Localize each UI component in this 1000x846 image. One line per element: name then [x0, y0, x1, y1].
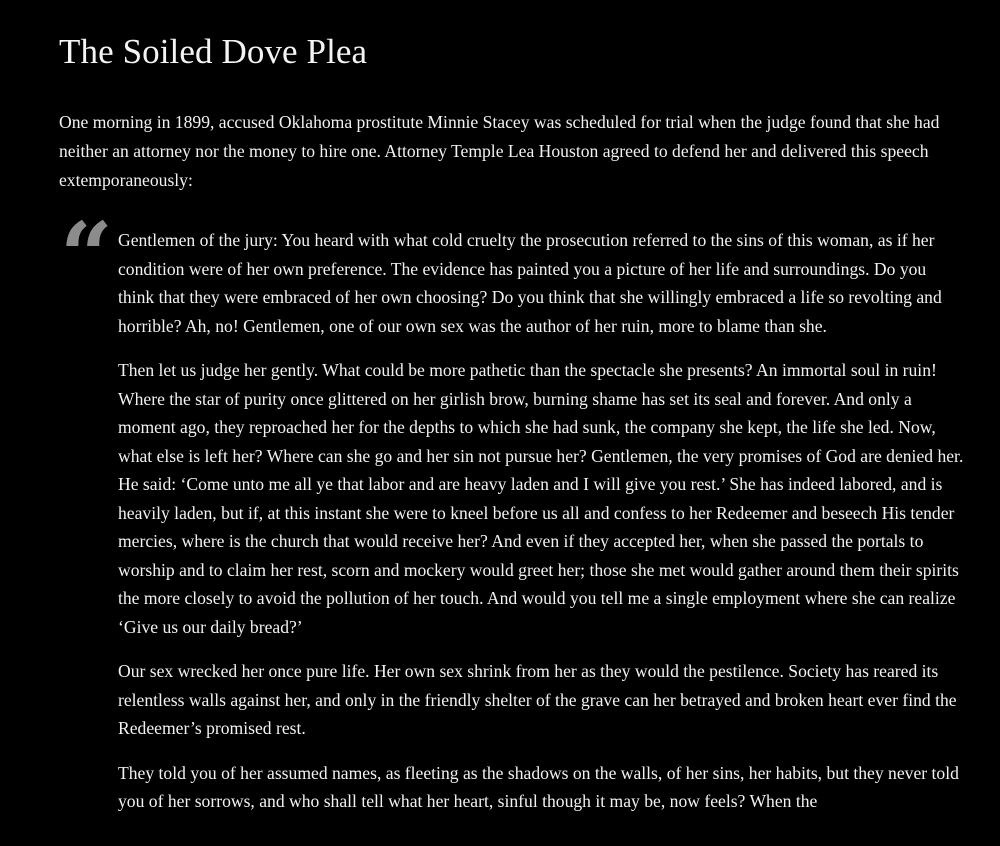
quote-mark-icon: “ [60, 202, 113, 310]
page-title: The Soiled Dove Plea [59, 32, 368, 71]
speech-paragraph: Our sex wrecked her once pure life. Her own sex shrink from her as they would the pestilence. Society has reared its relentless walls against her, and only in the friendly shelter of the grave can her betrayed and broken heart ever find the Redeemer’s promised rest. [118, 661, 957, 738]
speech-blockquote [59, 202, 964, 816]
speech-paragraph: Gentlemen of the jury: You heard with what cold cruelty the prosecution referred to the sins of this woman, as if her condition were of her own preference. The evidence has painted you a picture of her life and surroundings. Do you think that they were embraced of her own choosing? Do you think that she willingly embraced a life so revolting and horrible? Ah, no! Gentlemen, one of our own sex was the author of her ruin, more to blame than she. [118, 230, 942, 336]
intro-paragraph: One morning in 1899, accused Oklahoma prostitute Minnie Stacey was scheduled for trial when the judge found that she had neither an attorney nor the money to hire one. Attorney Temple Lea Houston agreed to defend her and delivered this speech extemporaneously: [59, 112, 940, 190]
speech-paragraph: They told you of her assumed names, as fleeting as the shadows on the walls, of her sins, her habits, but they never told you of her sorrows, and who shall tell what her heart, sinful though it may be, now feels? When the [118, 762, 959, 811]
speech-paragraph: Then let us judge her gently. What could be more pathetic than the spectacle she presents? An immortal soul in ruin! Where the star of purity once glittered on her girlish brow, burning shame has set its seal and forever. And only a moment ago, they reproached her for the depths to which she had sunk, the company she kept, the life she led. Now, what else is left her? Where can she go and her sin not pursue her? Gentlemen, the very promises of God are denied her. He said: ‘Come unto me all ye that labor and are heavy laden and I will give you rest.’ She has indeed labored, and is heavily laden, but if, at this instant she were to kneel before us all and confess to her Redeemer and beseech His tender mercies, where is the church that would receive her? And even if they accepted her, when she passed the portals to worship and to claim her rest, scorn and mockery would greet her; those she met would gather around them their spirits the more closely to avoid the pollution of her touch. And would you tell me a single employment where she can realize ‘Give us our daily bread?’ [118, 360, 964, 637]
article [59, 0, 964, 832]
